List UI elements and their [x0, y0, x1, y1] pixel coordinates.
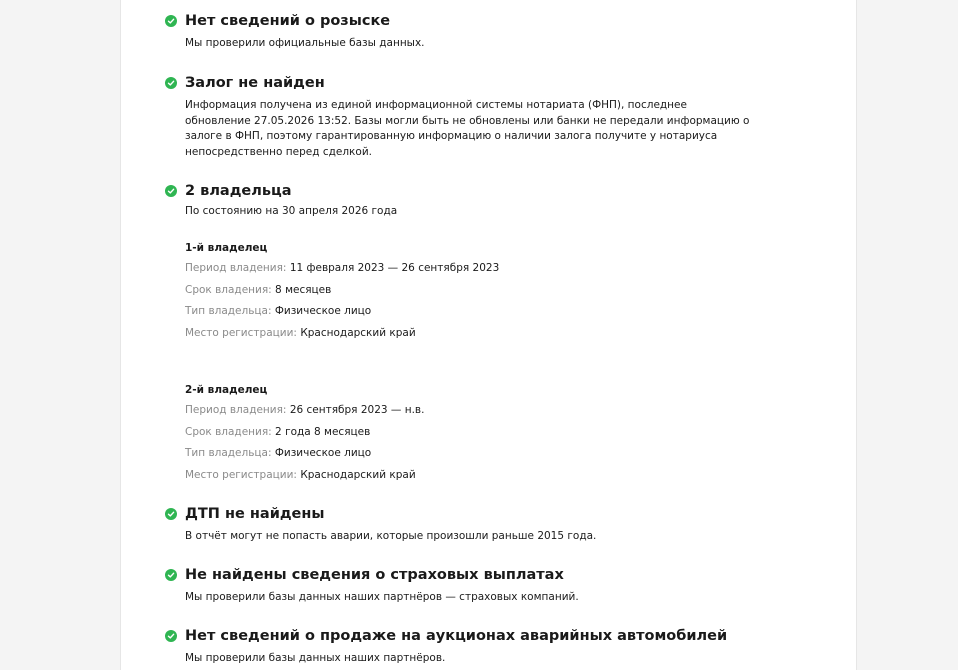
owner-field-value: Краснодарский край [300, 326, 416, 339]
owner-field-label: Тип владельца: [185, 305, 272, 317]
owner-period [185, 400, 785, 422]
section-title: 2 владельца [185, 183, 292, 199]
owner-field-label: Период владения: [185, 262, 287, 274]
section-accidents [165, 504, 805, 545]
pledge-text-line: залоге в ФНП, поэтому гарантированную информацию о наличии залога получите у нотариуса [185, 130, 718, 142]
check-circle-icon [165, 508, 177, 520]
section-description: Мы проверили базы данных наших партнёров. [185, 652, 446, 664]
owner-field-label: Тип владельца: [185, 447, 272, 459]
section-description: По состоянию на 30 апреля 2026 года [185, 205, 398, 217]
owner-field-value: 11 февраля 2023 — 26 сентября 2023 [289, 262, 500, 274]
pledge-text-line: обновление 27.05.2026 13:52. Базы могли быть не обновлены или банки не передали информацию о [185, 114, 750, 127]
owner-field-value: Физическое лицо [274, 447, 372, 459]
owner-field-value: 26 сентября 2023 — н.в. [289, 404, 425, 416]
section-title: Нет сведений о продаже на аукционах аварийных автомобилей [185, 628, 728, 644]
report-card [120, 0, 857, 670]
section-title: ДТП не найдены [185, 506, 325, 522]
section-pledge [165, 73, 805, 160]
check-circle-icon [165, 185, 177, 197]
owner-type [185, 443, 785, 465]
section-insurance [165, 565, 805, 606]
owner-field-label: Срок владения: [185, 425, 272, 438]
check-circle-icon [165, 630, 177, 642]
owner-type [185, 301, 785, 323]
owner-field-value: 8 месяцев [275, 283, 332, 296]
section-title: Не найдены сведения о страховых выплатах [185, 567, 564, 583]
owner-field-value: Краснодарский край [300, 468, 416, 481]
check-circle-icon [165, 77, 177, 89]
owner-field-label: Место регистрации: [185, 326, 297, 339]
section-title: Залог не найден [185, 75, 325, 91]
owner-field-label: Место регистрации: [185, 468, 297, 481]
section-description: Мы проверили базы данных наших партнёров — страховых компаний. [185, 591, 579, 603]
section-auctions [165, 626, 805, 667]
owner-field-value: 2 года 8 месяцев [275, 425, 371, 438]
owner-region [185, 323, 785, 345]
owner-title: 2-й владелец [185, 384, 268, 396]
check-circle-icon [165, 15, 177, 27]
owner-field-label: Срок владения: [185, 283, 272, 296]
owner-term [185, 280, 785, 302]
pledge-text-line: Информация получена из единой информационной системы нотариата (ФНП), последнее [185, 99, 687, 111]
section-owners [165, 181, 805, 220]
owner-term [185, 422, 785, 444]
owner-field-label: Период владения: [185, 404, 287, 416]
owner-region [185, 465, 785, 487]
pledge-text-line: непосредственно перед сделкой. [185, 145, 372, 158]
owner-block-2 [185, 382, 785, 486]
owner-field-value: Физическое лицо [274, 305, 372, 317]
section-description: Мы проверили официальные базы данных. [185, 37, 425, 49]
section-title: Нет сведений о розыске [185, 13, 391, 29]
owner-period [185, 258, 785, 280]
section-description: В отчёт могут не попасть аварии, которые произошли раньше 2015 года. [185, 530, 597, 542]
check-circle-icon [165, 569, 177, 581]
owner-block-1 [185, 240, 785, 344]
section-wanted [165, 11, 805, 52]
owner-title: 1-й владелец [185, 242, 268, 254]
